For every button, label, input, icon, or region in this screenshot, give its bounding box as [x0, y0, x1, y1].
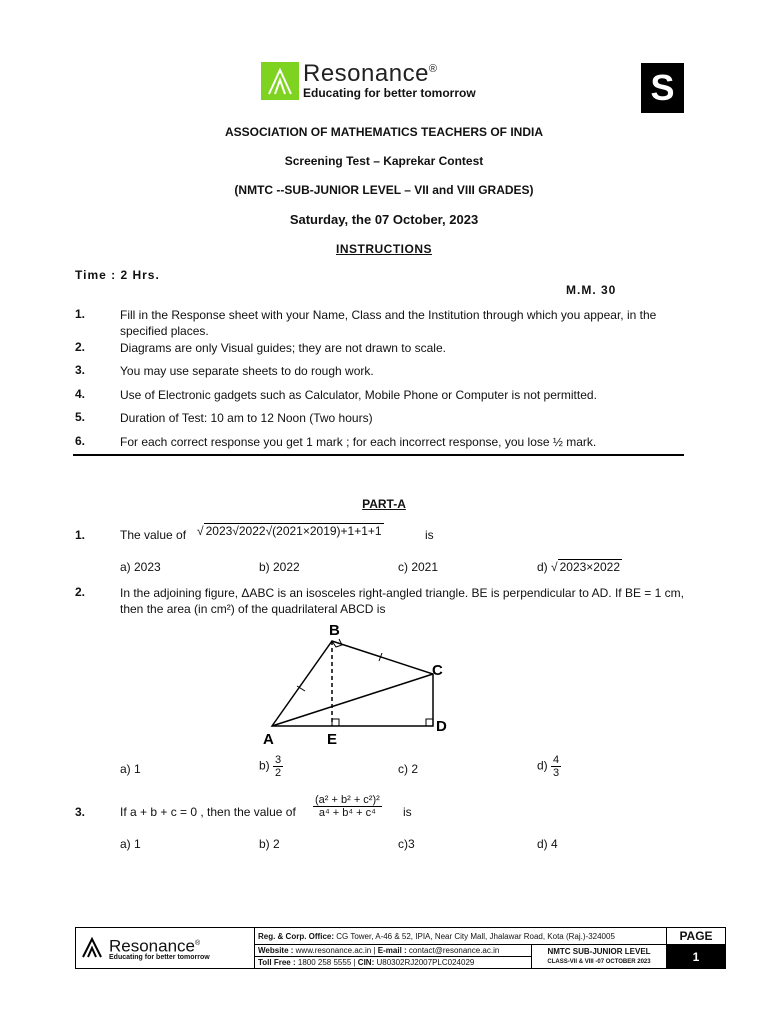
instruction-number: 1.	[75, 307, 86, 321]
instruction-text: For each correct response you get 1 mark ; for each incorrect response, you lose ½ mark.	[120, 435, 597, 449]
option-c: c) 2021	[398, 560, 439, 574]
question-fraction: $\frac{\text{(a² + b² + c²)²}}{\text{a⁴ + b⁴ + c⁴}}$	[315, 794, 380, 819]
instruction-number: 2.	[75, 340, 86, 354]
question-suffix: is	[425, 528, 434, 542]
question-prefix: If a + b + c = 0 , then the value of	[120, 805, 296, 819]
test-title: Screening Test – Kaprekar Contest	[284, 154, 484, 168]
page-number: 1	[667, 945, 726, 969]
vertex-label-c: C	[432, 662, 443, 679]
option-d: d) √ 2023×2022	[537, 560, 620, 574]
resonance-logo-icon	[261, 62, 299, 100]
instruction-number: 5.	[75, 410, 86, 424]
option-b: b) $\frac{3}{2}$	[259, 754, 282, 779]
set-code-badge: S	[641, 63, 684, 113]
question-number: 2.	[75, 585, 86, 599]
instruction-text: You may use separate sheets to do rough work.	[120, 364, 374, 378]
vertex-label-a: A	[263, 731, 274, 748]
instruction-text: Use of Electronic gadgets such as Calculator, Mobile Phone or Computer is not permitted.	[120, 388, 597, 402]
max-marks: M.M. 30	[566, 283, 617, 297]
footer-level: NMTC SUB-JUNIOR LEVEL CLASS-VII & VIII -07 OCTOBER 2023	[532, 945, 667, 969]
part-heading: PART-A	[362, 497, 406, 511]
option-a: a) 2023	[120, 560, 161, 574]
footer-address: Reg. & Corp. Office: CG Tower, A-46 & 52, IPIA, Near City Mall, Jhalawar Road, Kota (Raj.)-324005	[255, 928, 667, 945]
footer-logo-cell	[76, 928, 255, 969]
question-text: In the adjoining figure, ΔABC is an isosceles right-angled triangle. BE is perpendicular to AD. If BE = 1 cm, then the area (in cm²) of the quadrilateral ABCD is	[120, 586, 684, 616]
footer-contact: Toll Free : 1800 258 5555 | CIN: U80302RJ2007PLC024029	[255, 957, 532, 969]
level-title: (NMTC --SUB-JUNIOR LEVEL – VII and VIII GRADES)	[234, 183, 534, 197]
question-prefix: The value of	[120, 528, 187, 542]
option-a: a) 1	[120, 762, 141, 776]
test-date: Saturday, the 07 October, 2023	[289, 212, 479, 227]
vertex-label-b: B	[329, 622, 340, 639]
question-expression: √ 2023√2022√(2021×2019)+1+1+1	[197, 524, 382, 538]
footer-website: Website : www.resonance.ac.in | E-mail : contact@resonance.ac.in	[255, 945, 532, 957]
option-c: c)3	[398, 837, 415, 851]
divider	[73, 454, 684, 456]
option-d: d) 4	[537, 837, 558, 851]
triangle-figure	[255, 618, 455, 748]
option-c: c) 2	[398, 762, 419, 776]
footer-tagline: Educating for better tomorrow	[109, 954, 210, 962]
question-number: 3.	[75, 805, 86, 819]
instruction-text: Diagrams are only Visual guides; they are not drawn to scale.	[120, 341, 446, 355]
vertex-label-d: D	[436, 718, 447, 735]
instruction-text: Duration of Test: 10 am to 12 Noon (Two hours)	[120, 411, 373, 425]
instruction-number: 4.	[75, 387, 86, 401]
option-d: d) $\frac{4}{3}$	[537, 754, 560, 779]
brand-name: Resonance®	[303, 60, 438, 87]
footer-table	[75, 927, 726, 969]
option-b: b) 2	[259, 837, 280, 851]
question-number: 1.	[75, 528, 86, 542]
instructions-heading: INSTRUCTIONS	[336, 242, 432, 256]
footer-brand: Resonance®	[109, 936, 201, 956]
option-b: b) 2022	[259, 560, 300, 574]
org-title: ASSOCIATION OF MATHEMATICS TEACHERS OF INDIA	[225, 125, 543, 139]
brand-tagline: Educating for better tomorrow	[303, 86, 476, 100]
instruction-text: Fill in the Response sheet with your Name, Class and the Institution through which you appear, in the specified places.	[120, 308, 657, 338]
instruction-number: 3.	[75, 363, 86, 377]
page-label: PAGE	[667, 928, 726, 945]
option-a: a) 1	[120, 837, 141, 851]
question-suffix: is	[403, 805, 412, 819]
vertex-label-e: E	[327, 731, 338, 748]
time-label: Time : 2 Hrs.	[75, 268, 160, 282]
instruction-number: 6.	[75, 434, 86, 448]
resonance-logo-icon	[79, 935, 105, 961]
